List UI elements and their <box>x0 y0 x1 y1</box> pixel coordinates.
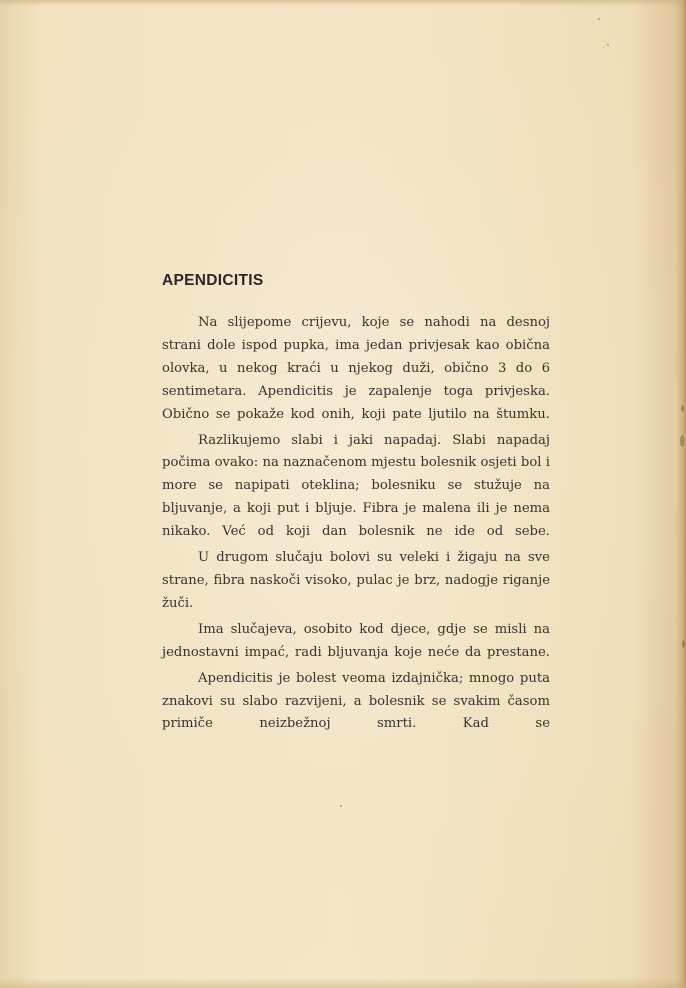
paragraph: Apendicitis je bolest veoma izdajnička; mnogo puta znakovi su slabo razvijeni, a bolesnik se svakim časom primiče neizbežnoj smrti. Kad se <box>162 670 550 732</box>
article-title: APENDICITIS <box>162 272 264 289</box>
page-edge-bottom <box>0 978 686 988</box>
paragraph: Na slijepome crijevu, koje se nahodi na desnoj strani dole ispod pupka, ima jedan privjesak kao obična olovka, u nekog kraći u njekog duži, obično 3 do 6 sentimetara. Apendicitis je zapalenje toga privjeska. Obično se pokaže kod onih, koji pate ljutilo na štumku. <box>162 315 550 422</box>
paper-speck <box>682 640 685 648</box>
paragraph: Razlikujemo slabi i jaki napadaj. Slabi napadaj počima ovako: na naznačenom mjestu bolesnik osjeti bol i more se napipati oteklina; bolesniku se stužuje na bljuvanje, a koji put i bljuje. Fibra je malena ili je nema nikako. Već od koji dan bolesnik ne ide od sebe. <box>162 432 550 540</box>
paper-speck <box>607 44 609 46</box>
paper-speck <box>340 805 342 807</box>
article-body <box>162 312 550 739</box>
paragraph: U drugom slučaju bolovi su veleki i žigaju na sve strane, fibra naskoči visoko, pulac je brz, nadogje riganje žuči. <box>162 550 550 611</box>
page-edge-right <box>676 0 686 988</box>
paper-speck <box>603 47 604 48</box>
paragraph: Ima slučajeva, osobito kod djece, gdje se misli na jednostavni impać, radi bljuvanja koje neće da prestane. <box>162 621 550 660</box>
paper-speck <box>598 18 600 20</box>
paper-speck <box>680 435 684 447</box>
paper-speck <box>681 405 684 412</box>
page-edge-top <box>0 0 686 6</box>
